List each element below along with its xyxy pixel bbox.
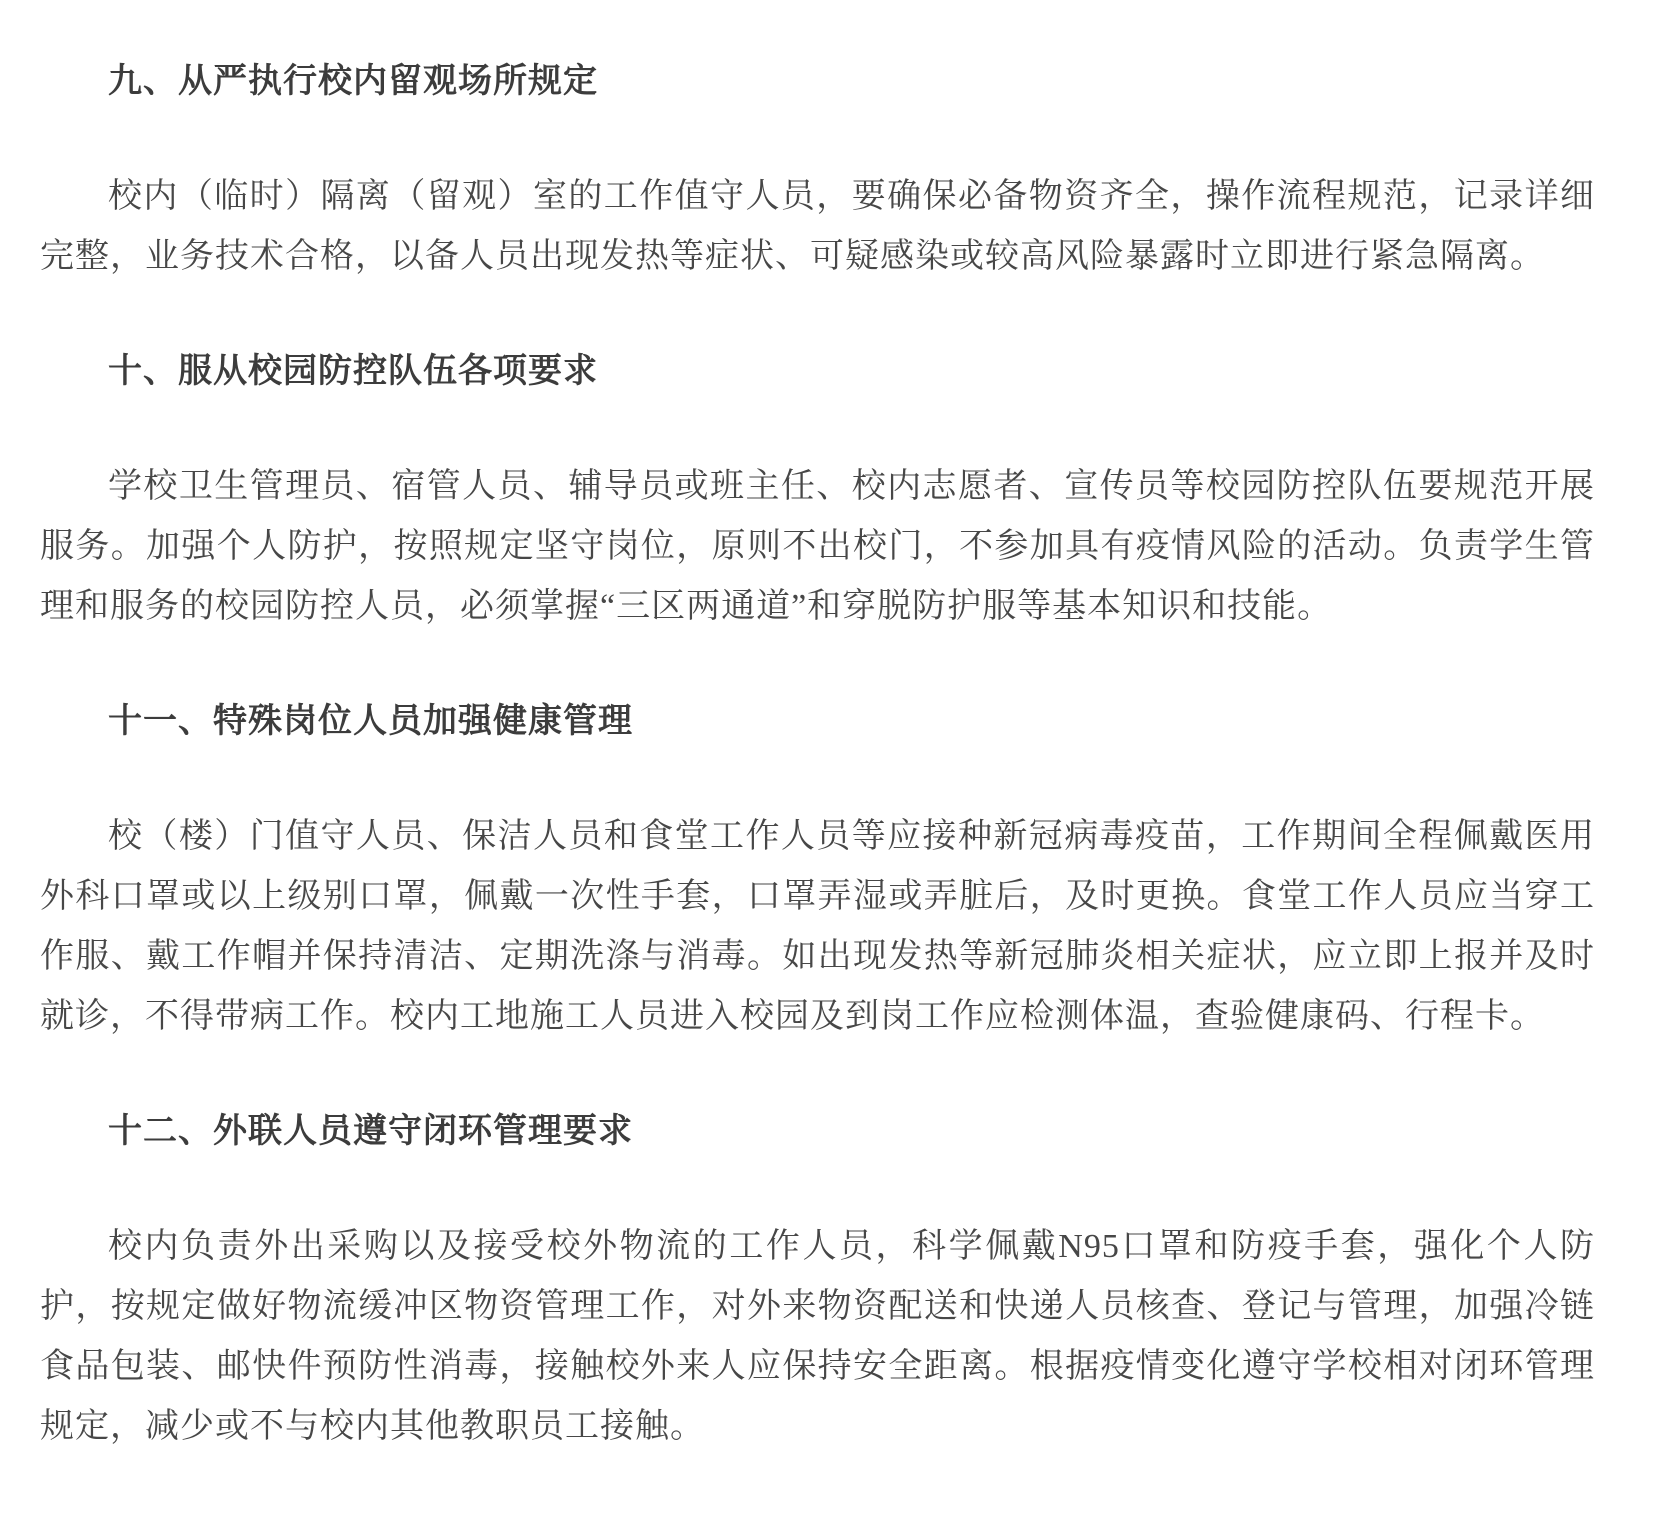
section-paragraph-12: 校内负责外出采购以及接受校外物流的工作人员，科学佩戴N95口罩和防疫手套，强化个人防护，按规定做好物流缓冲区物资管理工作，对外来物资配送和快递人员核查、登记与管理，加强冷链食品包装、邮快件预防性消毒，接触校外来人应保持安全距离。根据疫情变化遵守学校相对闭环管理规定，减少或不与校内其他教职员工接触。 xyxy=(40,1228,1595,1445)
section-heading-11: 十一、特殊岗位人员加强健康管理 xyxy=(108,703,633,740)
section-heading-10: 十、服从校园防控队伍各项要求 xyxy=(108,353,598,390)
section-paragraph-10: 学校卫生管理员、宿管人员、辅导员或班主任、校内志愿者、宣传员等校园防控队伍要规范开展服务。加强个人防护，按照规定坚守岗位，原则不出校门，不参加具有疫情风险的活动。负责学生管理和服务的校园防控人员，必须掌握“三区两通道”和穿脱防护服等基本知识和技能。 xyxy=(40,468,1595,625)
section-heading-9: 九、从严执行校内留观场所规定 xyxy=(108,63,598,100)
section-paragraph-11: 校（楼）门值守人员、保洁人员和食堂工作人员等应接种新冠病毒疫苗，工作期间全程佩戴医用外科口罩或以上级别口罩，佩戴一次性手套，口罩弄湿或弄脏后，及时更换。食堂工作人员应当穿工作服、戴工作帽并保持清洁、定期洗涤与消毒。如出现发热等新冠肺炎相关症状，应立即上报并及时就诊，不得带病工作。校内工地施工人员进入校园及到岗工作应检测体温，查验健康码、行程卡。 xyxy=(40,818,1595,1035)
section-heading-12: 十二、外联人员遵守闭环管理要求 xyxy=(108,1113,633,1150)
section-paragraph-9: 校内（临时）隔离（留观）室的工作值守人员，要确保必备物资齐全，操作流程规范，记录详细完整，业务技术合格，以备人员出现发热等症状、可疑感染或较高风险暴露时立即进行紧急隔离。 xyxy=(40,178,1595,275)
